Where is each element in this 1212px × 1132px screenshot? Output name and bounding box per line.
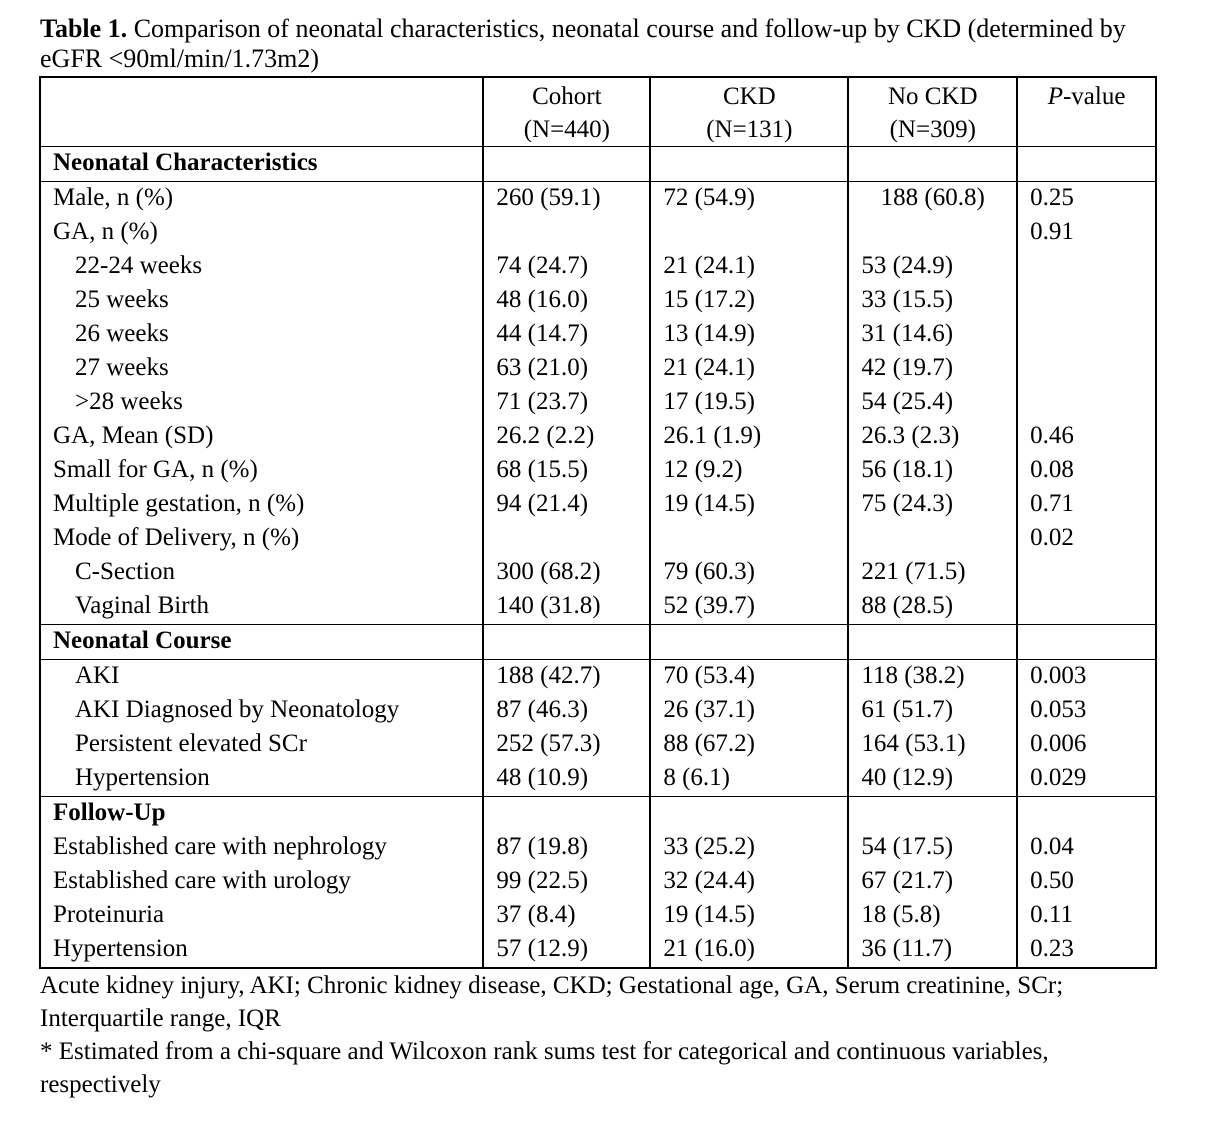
empty-cell bbox=[1017, 147, 1156, 182]
cell-ckd: 26.1 (1.9) bbox=[650, 420, 848, 454]
cell-ckd: 19 (14.5) bbox=[650, 488, 848, 522]
cell-ckd: 21 (24.1) bbox=[650, 250, 848, 284]
empty-cell bbox=[650, 625, 848, 660]
cell-no-ckd: 56 (18.1) bbox=[848, 454, 1017, 488]
cell-cohort: 87 (46.3) bbox=[483, 694, 650, 728]
header-no-ckd-title: No CKD bbox=[887, 83, 978, 110]
cell-p-value: 0.91 bbox=[1017, 216, 1156, 250]
row-label: GA, Mean (SD) bbox=[40, 420, 483, 454]
cell-cohort: 87 (19.8) bbox=[483, 831, 650, 865]
header-cohort-title: Cohort bbox=[532, 83, 602, 110]
header-ckd bbox=[650, 77, 848, 147]
cell-ckd: 12 (9.2) bbox=[650, 454, 848, 488]
cell-p-value: 0.053 bbox=[1017, 694, 1156, 728]
cell-ckd: 13 (14.9) bbox=[650, 318, 848, 352]
cell-p-value: 0.04 bbox=[1017, 831, 1156, 865]
table-row bbox=[40, 933, 1156, 968]
cell-no-ckd: 61 (51.7) bbox=[848, 694, 1017, 728]
empty-cell bbox=[483, 625, 650, 660]
cell-cohort: 44 (14.7) bbox=[483, 318, 650, 352]
cell-p-value bbox=[1017, 284, 1156, 318]
cell-ckd: 70 (53.4) bbox=[650, 660, 848, 695]
table-header-row bbox=[40, 77, 1156, 147]
table-row bbox=[40, 454, 1156, 488]
empty-cell bbox=[650, 147, 848, 182]
header-p-italic: P bbox=[1047, 83, 1063, 110]
cell-ckd: 26 (37.1) bbox=[650, 694, 848, 728]
row-label: Hypertension bbox=[40, 933, 483, 968]
empty-cell bbox=[483, 147, 650, 182]
cell-no-ckd: 42 (19.7) bbox=[848, 352, 1017, 386]
cell-p-value bbox=[1017, 386, 1156, 420]
row-label: 26 weeks bbox=[40, 318, 483, 352]
row-label: 27 weeks bbox=[40, 352, 483, 386]
section-row bbox=[40, 625, 1156, 660]
cell-cohort: 57 (12.9) bbox=[483, 933, 650, 968]
cell-no-ckd: 33 (15.5) bbox=[848, 284, 1017, 318]
table-row bbox=[40, 216, 1156, 250]
cell-no-ckd: 164 (53.1) bbox=[848, 728, 1017, 762]
cell-cohort: 26.2 (2.2) bbox=[483, 420, 650, 454]
row-label: Male, n (%) bbox=[40, 182, 483, 217]
empty-cell bbox=[1017, 797, 1156, 832]
cell-p-value: 0.02 bbox=[1017, 522, 1156, 556]
cell-cohort: 63 (21.0) bbox=[483, 352, 650, 386]
cell-ckd: 88 (67.2) bbox=[650, 728, 848, 762]
section-neonatal-course: Neonatal Course bbox=[40, 625, 483, 660]
cell-cohort: 48 (16.0) bbox=[483, 284, 650, 318]
row-label: Multiple gestation, n (%) bbox=[40, 488, 483, 522]
row-label: 25 weeks bbox=[40, 284, 483, 318]
table-row bbox=[40, 556, 1156, 590]
row-label: Vaginal Birth bbox=[40, 590, 483, 625]
cell-p-value bbox=[1017, 318, 1156, 352]
table-row bbox=[40, 865, 1156, 899]
table-row bbox=[40, 386, 1156, 420]
cell-ckd: 79 (60.3) bbox=[650, 556, 848, 590]
cell-cohort: 252 (57.3) bbox=[483, 728, 650, 762]
cell-p-value: 0.006 bbox=[1017, 728, 1156, 762]
empty-cell bbox=[650, 797, 848, 832]
cell-no-ckd: 54 (17.5) bbox=[848, 831, 1017, 865]
cell-ckd: 21 (16.0) bbox=[650, 933, 848, 968]
cell-no-ckd: 75 (24.3) bbox=[848, 488, 1017, 522]
cell-no-ckd: 118 (38.2) bbox=[848, 660, 1017, 695]
cell-no-ckd bbox=[848, 216, 1017, 250]
cell-ckd: 8 (6.1) bbox=[650, 762, 848, 797]
section-row bbox=[40, 147, 1156, 182]
footnote-test-note: * Estimated from a chi-square and Wilcoxon rank sums test for categorical and continuous variables, respectively bbox=[40, 1038, 1049, 1098]
cell-cohort: 68 (15.5) bbox=[483, 454, 650, 488]
table-row bbox=[40, 694, 1156, 728]
section-row bbox=[40, 797, 1156, 832]
cell-p-value: 0.46 bbox=[1017, 420, 1156, 454]
cell-cohort: 300 (68.2) bbox=[483, 556, 650, 590]
table-caption-text: Comparison of neonatal characteristics, neonatal course and follow-up by CKD (determined by eGFR <90ml/min/1.73m2) bbox=[40, 14, 1126, 73]
cell-no-ckd: 31 (14.6) bbox=[848, 318, 1017, 352]
cell-p-value: 0.50 bbox=[1017, 865, 1156, 899]
cell-p-value bbox=[1017, 590, 1156, 625]
table-row bbox=[40, 660, 1156, 695]
cell-no-ckd: 18 (5.8) bbox=[848, 899, 1017, 933]
row-label: C-Section bbox=[40, 556, 483, 590]
cell-no-ckd: 26.3 (2.3) bbox=[848, 420, 1017, 454]
cell-no-ckd: 188 (60.8) bbox=[848, 182, 1017, 217]
cell-ckd bbox=[650, 216, 848, 250]
header-p-value bbox=[1017, 77, 1156, 147]
row-label: 22-24 weeks bbox=[40, 250, 483, 284]
table-row bbox=[40, 318, 1156, 352]
cell-no-ckd: 88 (28.5) bbox=[848, 590, 1017, 625]
cell-ckd: 72 (54.9) bbox=[650, 182, 848, 217]
data-table bbox=[39, 76, 1157, 969]
cell-cohort: 48 (10.9) bbox=[483, 762, 650, 797]
table-row bbox=[40, 488, 1156, 522]
cell-no-ckd: 36 (11.7) bbox=[848, 933, 1017, 968]
cell-p-value: 0.08 bbox=[1017, 454, 1156, 488]
table-row bbox=[40, 728, 1156, 762]
cell-cohort: 260 (59.1) bbox=[483, 182, 650, 217]
table-row bbox=[40, 831, 1156, 865]
row-label: Established care with nephrology bbox=[40, 831, 483, 865]
header-cohort bbox=[483, 77, 650, 147]
cell-ckd: 19 (14.5) bbox=[650, 899, 848, 933]
cell-p-value: 0.25 bbox=[1017, 182, 1156, 217]
section-follow-up: Follow-Up bbox=[40, 797, 483, 832]
cell-cohort: 99 (22.5) bbox=[483, 865, 650, 899]
header-no-ckd bbox=[848, 77, 1017, 147]
row-label: Mode of Delivery, n (%) bbox=[40, 522, 483, 556]
cell-ckd: 15 (17.2) bbox=[650, 284, 848, 318]
row-label: AKI Diagnosed by Neonatology bbox=[40, 694, 483, 728]
cell-ckd: 52 (39.7) bbox=[650, 590, 848, 625]
empty-cell bbox=[1017, 625, 1156, 660]
cell-ckd bbox=[650, 522, 848, 556]
cell-cohort: 37 (8.4) bbox=[483, 899, 650, 933]
cell-cohort: 74 (24.7) bbox=[483, 250, 650, 284]
cell-no-ckd: 53 (24.9) bbox=[848, 250, 1017, 284]
empty-cell bbox=[848, 797, 1017, 832]
cell-cohort: 94 (21.4) bbox=[483, 488, 650, 522]
table-row bbox=[40, 250, 1156, 284]
empty-cell bbox=[483, 797, 650, 832]
footnote-abbreviations: Acute kidney injury, AKI; Chronic kidney disease, CKD; Gestational age, GA, Serum creatinine, SCr; Interquartile range, IQR bbox=[40, 972, 1064, 1032]
row-label: Hypertension bbox=[40, 762, 483, 797]
cell-cohort bbox=[483, 216, 650, 250]
empty-cell bbox=[848, 625, 1017, 660]
row-label: Established care with urology bbox=[40, 865, 483, 899]
cell-no-ckd bbox=[848, 522, 1017, 556]
cell-no-ckd: 221 (71.5) bbox=[848, 556, 1017, 590]
header-cohort-n: (N=440) bbox=[523, 116, 610, 143]
table-row bbox=[40, 182, 1156, 217]
cell-p-value bbox=[1017, 556, 1156, 590]
cell-p-value bbox=[1017, 250, 1156, 284]
table-row bbox=[40, 352, 1156, 386]
row-label: AKI bbox=[40, 660, 483, 695]
table-row bbox=[40, 590, 1156, 625]
cell-ckd: 32 (24.4) bbox=[650, 865, 848, 899]
cell-p-value: 0.23 bbox=[1017, 933, 1156, 968]
cell-p-value bbox=[1017, 352, 1156, 386]
header-label-cell bbox=[40, 77, 483, 147]
cell-cohort: 188 (42.7) bbox=[483, 660, 650, 695]
header-ckd-title: CKD bbox=[722, 83, 776, 110]
cell-ckd: 21 (24.1) bbox=[650, 352, 848, 386]
row-label: >28 weeks bbox=[40, 386, 483, 420]
row-label: Proteinuria bbox=[40, 899, 483, 933]
cell-p-value: 0.71 bbox=[1017, 488, 1156, 522]
header-p-rest: -value bbox=[1062, 83, 1126, 110]
document-page bbox=[40, 14, 1165, 1101]
cell-no-ckd: 40 (12.9) bbox=[848, 762, 1017, 797]
table-caption bbox=[40, 14, 1165, 74]
table-row bbox=[40, 762, 1156, 797]
table-row bbox=[40, 284, 1156, 318]
cell-cohort: 71 (23.7) bbox=[483, 386, 650, 420]
cell-cohort: 140 (31.8) bbox=[483, 590, 650, 625]
row-label: Persistent elevated SCr bbox=[40, 728, 483, 762]
table-row bbox=[40, 899, 1156, 933]
table-caption-label: Table 1. bbox=[40, 14, 128, 43]
cell-p-value: 0.029 bbox=[1017, 762, 1156, 797]
header-ckd-n: (N=131) bbox=[706, 116, 793, 143]
empty-cell bbox=[848, 147, 1017, 182]
row-label: Small for GA, n (%) bbox=[40, 454, 483, 488]
table-row bbox=[40, 522, 1156, 556]
row-label: GA, n (%) bbox=[40, 216, 483, 250]
header-no-ckd-n: (N=309) bbox=[889, 116, 976, 143]
table-row bbox=[40, 420, 1156, 454]
cell-p-value: 0.11 bbox=[1017, 899, 1156, 933]
section-neonatal-characteristics: Neonatal Characteristics bbox=[40, 147, 483, 182]
cell-ckd: 33 (25.2) bbox=[650, 831, 848, 865]
cell-cohort bbox=[483, 522, 650, 556]
cell-p-value: 0.003 bbox=[1017, 660, 1156, 695]
cell-no-ckd: 54 (25.4) bbox=[848, 386, 1017, 420]
cell-ckd: 17 (19.5) bbox=[650, 386, 848, 420]
cell-no-ckd: 67 (21.7) bbox=[848, 865, 1017, 899]
